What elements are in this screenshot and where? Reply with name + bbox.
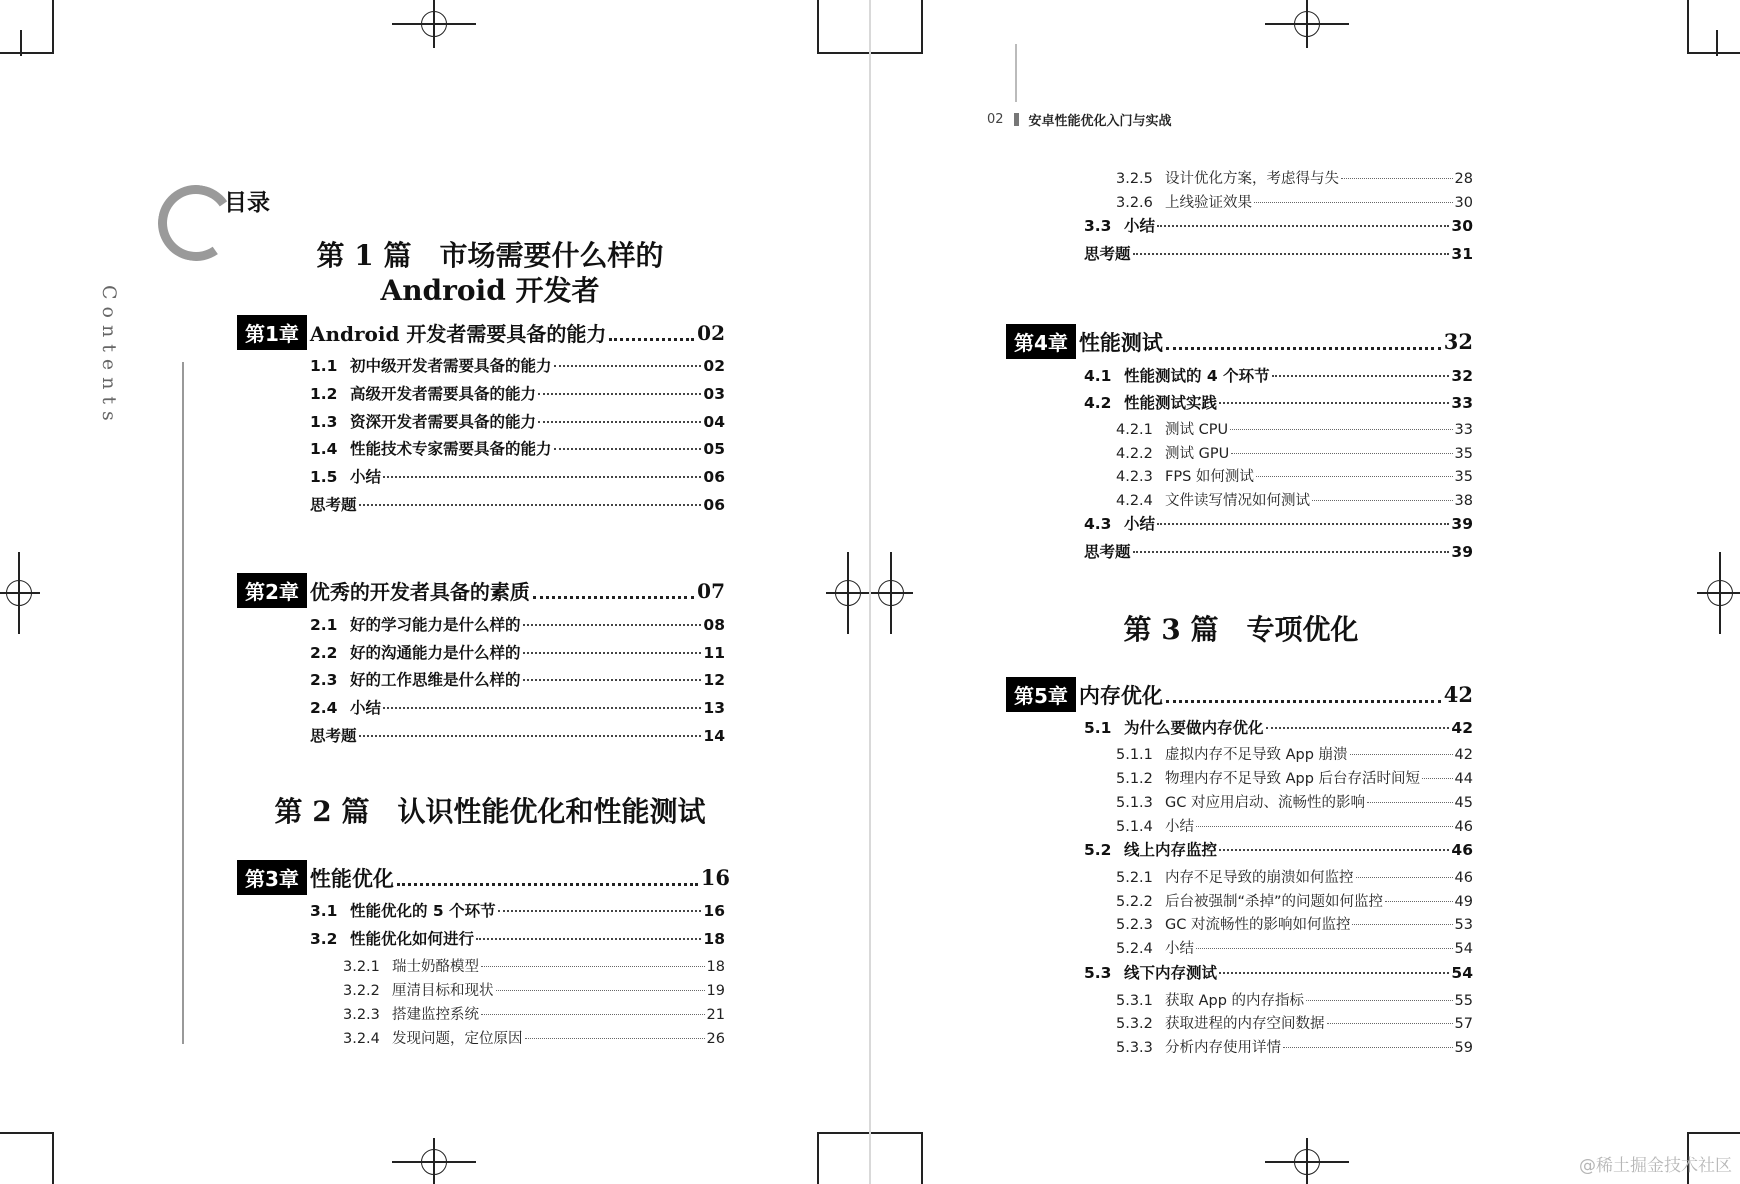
entry-number: 2.2 <box>310 644 338 662</box>
entry-page: 42 <box>1454 747 1473 763</box>
chapter-page: 16 <box>700 865 730 890</box>
toc-entry[interactable] <box>310 613 725 635</box>
toc-entry[interactable] <box>310 696 725 718</box>
toc-entry[interactable] <box>1084 391 1473 413</box>
entry-title: 上线验证效果 <box>1165 195 1252 211</box>
entry-number: 2.4 <box>310 699 338 717</box>
chapter-1-row[interactable] <box>237 315 725 350</box>
contents-vertical-rule <box>182 362 184 1044</box>
entry-page: 13 <box>703 699 725 717</box>
entry-number: 4.2.4 <box>1116 493 1153 509</box>
entry-number: 1.1 <box>310 357 338 375</box>
toc-entry[interactable] <box>1084 838 1473 860</box>
leader-dots <box>1157 225 1449 227</box>
entry-page: 44 <box>1454 771 1473 787</box>
toc-heading: 目录 <box>224 189 270 216</box>
entry-page: 08 <box>703 616 725 634</box>
entry-number: 4.2.1 <box>1116 422 1153 438</box>
entry-number: 1.5 <box>310 468 338 486</box>
part-1-line-1: 第 1 篇 市场需要什么样的 <box>316 239 664 272</box>
entry-number: 5.3.1 <box>1116 993 1153 1009</box>
crop-mark <box>0 1132 54 1134</box>
toc-subentry[interactable] <box>1116 815 1473 836</box>
leader-dots <box>383 476 701 478</box>
toc-subentry[interactable] <box>1116 989 1473 1010</box>
entry-title: 小结 <box>1124 515 1156 533</box>
toc-subentry[interactable] <box>1116 791 1473 812</box>
entry-page: 35 <box>1454 469 1473 485</box>
toc-entry[interactable] <box>310 465 725 487</box>
chapter-badge: 第2章 <box>237 573 307 608</box>
leader-dots <box>1327 1023 1453 1024</box>
entry-page: 28 <box>1454 171 1473 187</box>
leader-dots <box>476 938 701 940</box>
running-header <box>987 110 1172 129</box>
entry-title: 分析内存使用详情 <box>1165 1040 1281 1056</box>
entry-page: 14 <box>703 727 725 745</box>
toc-subentry[interactable] <box>1116 937 1473 958</box>
entry-title: 思考题 <box>1084 543 1131 561</box>
entry-title: 性能测试实践 <box>1124 394 1218 412</box>
toc-subentry[interactable] <box>1116 743 1473 764</box>
leader-dots <box>359 504 702 506</box>
entry-page: 06 <box>703 496 725 514</box>
entry-number: 3.2.3 <box>343 1007 380 1023</box>
leader-dots <box>498 910 702 912</box>
entry-number: 5.1.1 <box>1116 747 1153 763</box>
entry-number: 5.2.3 <box>1116 917 1153 933</box>
contents-vertical-word: Contents <box>98 285 120 428</box>
entry-page: 57 <box>1454 1016 1473 1032</box>
chapter-title: 性能优化 <box>309 865 394 891</box>
header-book-title: 安卓性能优化入门与实战 <box>1028 114 1172 129</box>
leader-dots <box>538 421 701 423</box>
entry-title: 思考题 <box>1084 245 1131 263</box>
entry-number: 3.2.4 <box>343 1031 380 1047</box>
toc-entry[interactable] <box>1084 961 1473 983</box>
entry-number: 5.3 <box>1084 964 1112 982</box>
entry-page: 26 <box>706 1031 725 1047</box>
entry-page: 11 <box>703 644 725 662</box>
toc-entry[interactable] <box>310 899 725 921</box>
toc-entry[interactable] <box>310 382 725 404</box>
leader-dots <box>1254 202 1453 203</box>
crop-mark <box>1687 0 1689 54</box>
entry-number: 4.3 <box>1084 515 1112 533</box>
entry-title: 思考题 <box>310 727 357 745</box>
leader-dots <box>397 883 698 886</box>
leader-dots <box>1422 778 1453 779</box>
entry-number: 5.3.2 <box>1116 1016 1153 1032</box>
entry-number: 3.1 <box>310 902 338 920</box>
toc-entry[interactable] <box>1084 512 1473 534</box>
leader-dots <box>1256 476 1453 477</box>
entry-number: 1.2 <box>310 385 338 403</box>
entry-title: 思考题 <box>310 496 357 514</box>
crop-mark <box>52 1132 54 1184</box>
toc-entry[interactable] <box>310 641 725 663</box>
entry-title: 小结 <box>1124 217 1156 235</box>
chapter-title: 优秀的开发者具备的素质 <box>309 580 530 604</box>
header-bar <box>1014 113 1019 126</box>
entry-number: 3.2.1 <box>343 959 380 975</box>
entry-title: 初中级开发者需要具备的能力 <box>350 357 552 375</box>
entry-page: 31 <box>1451 245 1473 263</box>
entry-title: GC 对流畅性的影响如何监控 <box>1165 917 1351 933</box>
leader-dots <box>523 679 702 681</box>
watermark-text: @稀土掘金技术社区 <box>1579 1156 1732 1176</box>
crop-mark <box>1687 52 1740 54</box>
chapter-page: 02 <box>697 320 725 345</box>
leader-dots <box>383 707 701 709</box>
leader-dots <box>554 448 702 450</box>
leader-dots <box>1352 924 1452 925</box>
leader-dots <box>1272 375 1450 377</box>
toc-entry[interactable] <box>310 668 725 690</box>
left-page <box>0 0 869 1184</box>
leader-dots <box>1219 972 1449 974</box>
entry-number: 4.2 <box>1084 394 1112 412</box>
toc-subentry[interactable] <box>1116 418 1473 439</box>
entry-number: 5.2 <box>1084 841 1112 859</box>
entry-page: 33 <box>1454 422 1473 438</box>
entry-page: 06 <box>703 468 725 486</box>
toc-subentry[interactable] <box>1116 489 1473 510</box>
leader-dots <box>1367 802 1453 803</box>
entry-title: 瑞士奶酪模型 <box>392 959 479 975</box>
leader-dots <box>1219 402 1449 404</box>
header-rule <box>1015 44 1017 102</box>
leader-dots <box>1230 429 1452 430</box>
toc-subentry[interactable] <box>1116 913 1473 934</box>
entry-title: 性能优化的 5 个环节 <box>350 902 496 920</box>
entry-number: 2.3 <box>310 671 338 689</box>
entry-title: 好的学习能力是什么样的 <box>350 616 521 634</box>
entry-title: 虚拟内存不足导致 App 崩溃 <box>1165 747 1348 763</box>
leader-dots <box>1283 1047 1453 1048</box>
leader-dots <box>1166 347 1441 350</box>
entry-number: 3.2.6 <box>1116 195 1153 211</box>
entry-number: 5.2.4 <box>1116 941 1153 957</box>
chapter-4-row[interactable] <box>1006 324 1473 359</box>
toc-subentry[interactable] <box>1116 465 1473 486</box>
entry-number: 1.3 <box>310 413 338 431</box>
leader-dots <box>1133 253 1450 255</box>
entry-title: 搭建监控系统 <box>392 1007 479 1023</box>
leader-dots <box>496 990 705 991</box>
entry-page: 39 <box>1451 543 1473 561</box>
entry-page: 53 <box>1454 917 1473 933</box>
toc-entry-exercises[interactable] <box>1084 242 1473 264</box>
entry-number: 4.1 <box>1084 367 1112 385</box>
header-page-number: 02 <box>987 112 1004 127</box>
part-1-title <box>230 238 750 308</box>
toc-subentry[interactable] <box>1116 167 1473 188</box>
entry-page: 45 <box>1454 795 1473 811</box>
entry-title: 线下内存测试 <box>1124 964 1218 982</box>
entry-page: 21 <box>706 1007 725 1023</box>
entry-page: 55 <box>1454 993 1473 1009</box>
crop-mark <box>0 52 54 54</box>
entry-title: 获取 App 的内存指标 <box>1165 993 1305 1009</box>
entry-title: 性能优化如何进行 <box>350 930 475 948</box>
leader-dots <box>1266 727 1450 729</box>
entry-page: 42 <box>1451 719 1473 737</box>
chapter-page: 32 <box>1443 329 1473 354</box>
entry-number: 5.3.3 <box>1116 1040 1153 1056</box>
entry-title: 内存不足导致的崩溃如何监控 <box>1165 870 1354 886</box>
chapter-badge: 第4章 <box>1006 324 1076 359</box>
entry-number: 2.1 <box>310 616 338 634</box>
toc-entry[interactable] <box>310 354 725 376</box>
entry-number: 5.1.3 <box>1116 795 1153 811</box>
leader-dots <box>1341 178 1453 179</box>
entry-title: 性能技术专家需要具备的能力 <box>350 440 552 458</box>
entry-page: 03 <box>703 385 725 403</box>
entry-page: 12 <box>703 671 725 689</box>
entry-number: 5.1.4 <box>1116 819 1153 835</box>
entry-page: 19 <box>706 983 725 999</box>
entry-number: 4.2.2 <box>1116 446 1153 462</box>
leader-dots <box>1196 826 1453 827</box>
entry-page: 02 <box>703 357 725 375</box>
chapter-page: 07 <box>697 578 725 603</box>
toc-subentry[interactable] <box>1116 890 1473 911</box>
leader-dots <box>609 338 694 341</box>
entry-title: GC 对应用启动、流畅性的影响 <box>1165 795 1365 811</box>
leader-dots <box>523 652 702 654</box>
entry-title: 物理内存不足导致 App 后台存活时间短 <box>1165 771 1421 787</box>
toc-entry-exercises[interactable] <box>310 724 725 746</box>
leader-dots <box>1133 551 1450 553</box>
chapter-badge: 第3章 <box>237 860 307 895</box>
toc-subentry[interactable] <box>343 955 725 976</box>
part-3-title: 第 3 篇 专项优化 <box>1123 613 1359 646</box>
toc-subentry[interactable] <box>343 1003 725 1024</box>
entry-page: 38 <box>1454 493 1473 509</box>
entry-title: 为什么要做内存优化 <box>1124 719 1264 737</box>
crop-mark <box>817 0 819 54</box>
leader-dots <box>1231 453 1452 454</box>
entry-page: 30 <box>1454 195 1473 211</box>
chapter-badge: 第1章 <box>237 315 307 350</box>
chapter-badge: 第5章 <box>1006 677 1076 712</box>
entry-page: 49 <box>1454 894 1473 910</box>
toc-subentry[interactable] <box>1116 866 1473 887</box>
toc-entry[interactable] <box>310 437 725 459</box>
entry-title: 发现问题，定位原因 <box>392 1031 523 1047</box>
entry-page: 54 <box>1454 941 1473 957</box>
toc-subentry[interactable] <box>1116 191 1473 212</box>
leader-dots <box>1196 948 1453 949</box>
toc-entry[interactable] <box>310 410 725 432</box>
entry-page: 39 <box>1451 515 1473 533</box>
entry-page: 16 <box>703 902 725 920</box>
entry-page: 18 <box>706 959 725 975</box>
crop-mark <box>871 52 923 54</box>
right-page <box>871 0 1740 1184</box>
entry-title: 小结 <box>1165 941 1194 957</box>
entry-page: 05 <box>703 440 725 458</box>
entry-number: 1.4 <box>310 440 338 458</box>
entry-page: 04 <box>703 413 725 431</box>
crop-mark <box>817 1132 869 1134</box>
entry-title: 资深开发者需要具备的能力 <box>350 413 537 431</box>
leader-dots <box>523 624 702 626</box>
chapter-title: 内存优化 <box>1078 682 1163 708</box>
toc-entry[interactable] <box>1084 364 1473 386</box>
leader-dots <box>1385 901 1453 902</box>
entry-title: 设计优化方案，考虑得与失 <box>1165 171 1339 187</box>
entry-number: 5.2.2 <box>1116 894 1153 910</box>
toc-entry[interactable] <box>310 927 725 949</box>
entry-page: 32 <box>1451 367 1473 385</box>
entry-number: 3.2 <box>310 930 338 948</box>
leader-dots <box>533 596 694 599</box>
entry-page: 46 <box>1451 841 1473 859</box>
entry-title: 好的沟通能力是什么样的 <box>350 644 521 662</box>
leader-dots <box>1350 754 1453 755</box>
leader-dots <box>1312 500 1453 501</box>
entry-page: 18 <box>703 930 725 948</box>
entry-title: FPS 如何测试 <box>1165 469 1254 485</box>
crop-mark <box>52 0 54 54</box>
entry-number: 5.1.2 <box>1116 771 1153 787</box>
entry-number: 3.3 <box>1084 217 1112 235</box>
entry-title: 后台被强制“杀掉”的问题如何监控 <box>1165 894 1384 910</box>
crop-mark <box>20 30 22 56</box>
entry-title: 小结 <box>1165 819 1194 835</box>
entry-title: 厘清目标和现状 <box>392 983 494 999</box>
leader-dots <box>359 735 702 737</box>
entry-page: 59 <box>1454 1040 1473 1056</box>
entry-page: 35 <box>1454 446 1473 462</box>
toc-subentry[interactable] <box>1116 1012 1473 1033</box>
leader-dots <box>538 393 701 395</box>
toc-subentry[interactable] <box>343 979 725 1000</box>
entry-page: 33 <box>1451 394 1473 412</box>
crop-mark <box>1687 1132 1740 1134</box>
leader-dots <box>481 1014 705 1015</box>
entry-title: 线上内存监控 <box>1124 841 1218 859</box>
leader-dots <box>1306 1000 1453 1001</box>
entry-number: 5.2.1 <box>1116 870 1153 886</box>
leader-dots <box>525 1038 705 1039</box>
chapter-title: 性能测试 <box>1078 329 1163 355</box>
entry-number: 4.2.3 <box>1116 469 1153 485</box>
entry-title: 高级开发者需要具备的能力 <box>350 385 537 403</box>
leader-dots <box>1219 849 1449 851</box>
entry-number: 3.2.2 <box>343 983 380 999</box>
leader-dots <box>481 966 705 967</box>
entry-number: 3.2.5 <box>1116 171 1153 187</box>
entry-number: 5.1 <box>1084 719 1112 737</box>
entry-title: 小结 <box>350 468 382 486</box>
entry-title: 小结 <box>350 699 382 717</box>
chapter-title: Android 开发者需要具备的能力 <box>309 322 607 346</box>
toc-entry[interactable] <box>1084 716 1473 738</box>
chapter-5-row[interactable] <box>1006 677 1473 712</box>
toc-subentry[interactable] <box>1116 767 1473 788</box>
crop-mark <box>921 1132 923 1184</box>
part-1-line-2: Android 开发者 <box>380 274 600 307</box>
entry-title: 获取进程的内存空间数据 <box>1165 1016 1325 1032</box>
chapter-2-row[interactable] <box>237 573 725 608</box>
entry-title: 文件读写情况如何测试 <box>1165 493 1310 509</box>
toc-entry-exercises[interactable] <box>1084 540 1473 562</box>
leader-dots <box>1157 523 1449 525</box>
entry-page: 46 <box>1454 819 1473 835</box>
entry-page: 46 <box>1454 870 1473 886</box>
toc-subentry[interactable] <box>1116 442 1473 463</box>
chapter-3-row[interactable] <box>237 860 730 895</box>
entry-page: 30 <box>1451 217 1473 235</box>
toc-subentry[interactable] <box>1116 1036 1473 1057</box>
leader-dots <box>554 365 702 367</box>
toc-entry-exercises[interactable] <box>310 493 725 515</box>
part-2-title: 第 2 篇 认识性能优化和性能测试 <box>274 795 706 828</box>
leader-dots <box>1166 700 1441 703</box>
crop-mark <box>1716 30 1718 56</box>
entry-page: 54 <box>1451 964 1473 982</box>
entry-title: 测试 GPU <box>1165 446 1230 462</box>
crop-mark <box>817 52 869 54</box>
crop-mark <box>871 1132 923 1134</box>
entry-title: 好的工作思维是什么样的 <box>350 671 521 689</box>
entry-title: 性能测试的 4 个环节 <box>1124 367 1270 385</box>
toc-subentry[interactable] <box>343 1027 725 1048</box>
leader-dots <box>1356 877 1453 878</box>
crop-mark <box>817 1132 819 1184</box>
toc-entry[interactable] <box>1084 214 1473 236</box>
chapter-page: 42 <box>1443 682 1473 707</box>
crop-mark <box>921 0 923 54</box>
entry-title: 测试 CPU <box>1165 422 1229 438</box>
